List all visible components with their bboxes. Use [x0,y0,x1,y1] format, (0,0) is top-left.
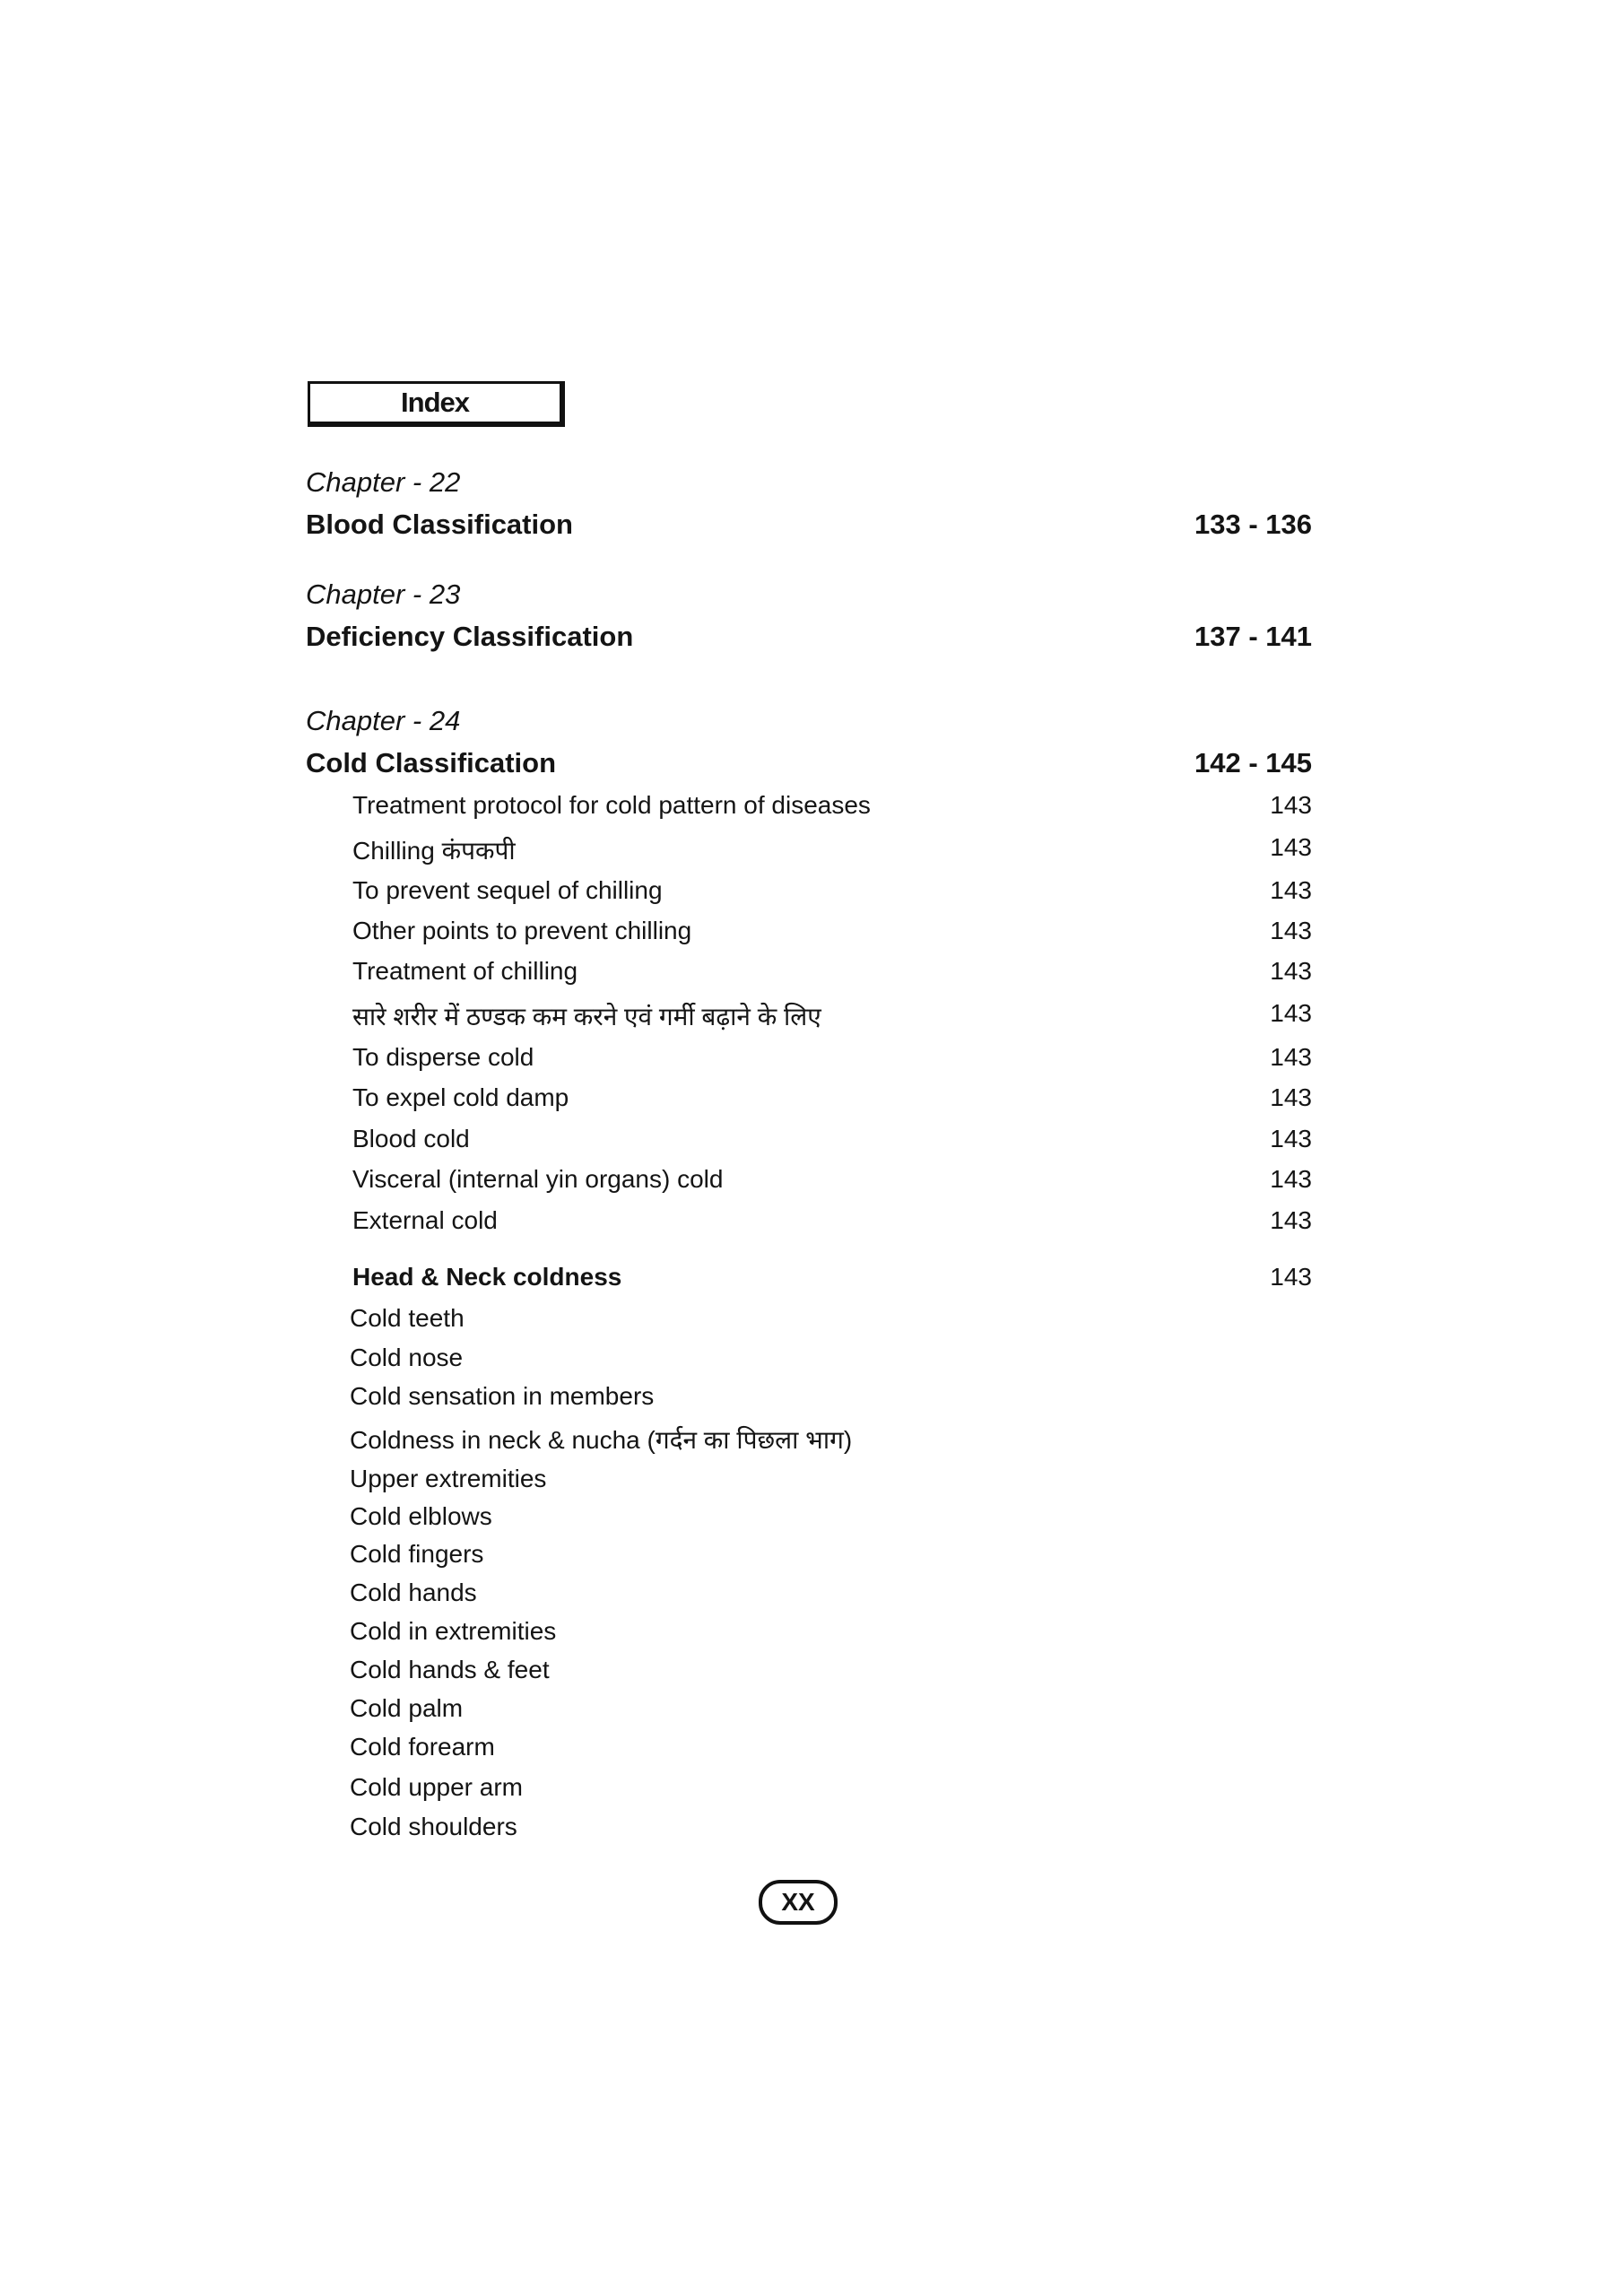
entry-page: 143 [1270,1165,1312,1193]
sub-entry: Cold palm [350,1694,464,1722]
entry-label: To expel cold damp [352,1083,569,1111]
chapter-label: Chapter - 24 [306,705,461,736]
sub-entry: Cold hands & feet [350,1656,550,1683]
sub-entry: Cold hands [350,1578,477,1606]
index-entry [352,1165,1312,1201]
sub-entry: Coldness in neck & nucha (गर्दन का पिछला भाग) [350,1426,853,1454]
entry-label: Blood cold [352,1125,470,1152]
page-number-badge [759,1880,838,1925]
entry-label: To prevent sequel of chilling [352,876,663,904]
index-heading-box [308,381,565,427]
index-entry [352,917,1312,952]
chapter-title: Deficiency Classification [306,621,634,652]
index-entry [352,1083,1312,1119]
entry-label: Treatment of chilling [352,957,578,985]
index-entry [352,1043,1312,1079]
entry-page: 143 [1270,833,1312,861]
sub-entry: Cold fingers [350,1540,484,1568]
entry-page: 143 [1270,1125,1312,1152]
entry-label: सारे शरीर में ठण्डक कम करने एवं गर्मी बढ़ाने के लिए [352,1003,821,1031]
index-entry [352,999,1312,1035]
entry-label: Head & Neck coldness [352,1263,622,1291]
chapter-label: Chapter - 22 [306,466,461,498]
chapter-pages: 133 - 136 [1194,509,1312,540]
entry-page: 143 [1270,1083,1312,1111]
entry-page: 143 [1270,999,1312,1027]
chapter-pages: 142 - 145 [1194,747,1312,778]
entry-page: 143 [1270,876,1312,904]
index-entry [352,1206,1312,1242]
chapter-title: Cold Classification [306,747,557,778]
chapter-label: Chapter - 23 [306,578,461,610]
index-entry [352,791,1312,827]
index-entry-heading [352,1263,1312,1299]
entry-label: Other points to prevent chilling [352,917,692,944]
entry-page: 143 [1270,917,1312,944]
chapter-title: Blood Classification [306,509,573,540]
sub-entry: Cold forearm [350,1733,495,1761]
sub-entry: Upper extremities [350,1465,547,1492]
page-number: XX [781,1888,815,1916]
sub-entry: Cold shoulders [350,1813,517,1840]
sub-entry: Cold nose [350,1344,464,1371]
sub-entry: Cold upper arm [350,1773,523,1801]
entry-page: 143 [1270,1043,1312,1071]
index-entry [352,957,1312,993]
entry-page: 143 [1270,791,1312,819]
sub-entry: Cold in extremities [350,1617,557,1645]
sub-entry: Cold teeth [350,1304,465,1332]
index-heading: Index [401,387,469,418]
index-entry [352,1125,1312,1161]
entry-label: To disperse cold [352,1043,534,1071]
entry-label: External cold [352,1206,498,1234]
entry-label: Chilling कंपकपी [352,837,516,865]
entry-page: 143 [1270,1206,1312,1234]
entry-label: Treatment protocol for cold pattern of diseases [352,791,871,819]
sub-entry: Cold sensation in members [350,1382,655,1410]
index-entry [352,833,1312,869]
chapter-pages: 137 - 141 [1194,621,1312,652]
entry-label: Visceral (internal yin organs) cold [352,1165,724,1193]
entry-page: 143 [1270,1263,1312,1291]
index-entry [352,876,1312,912]
entry-page: 143 [1270,957,1312,985]
sub-entry: Cold elblows [350,1502,492,1530]
